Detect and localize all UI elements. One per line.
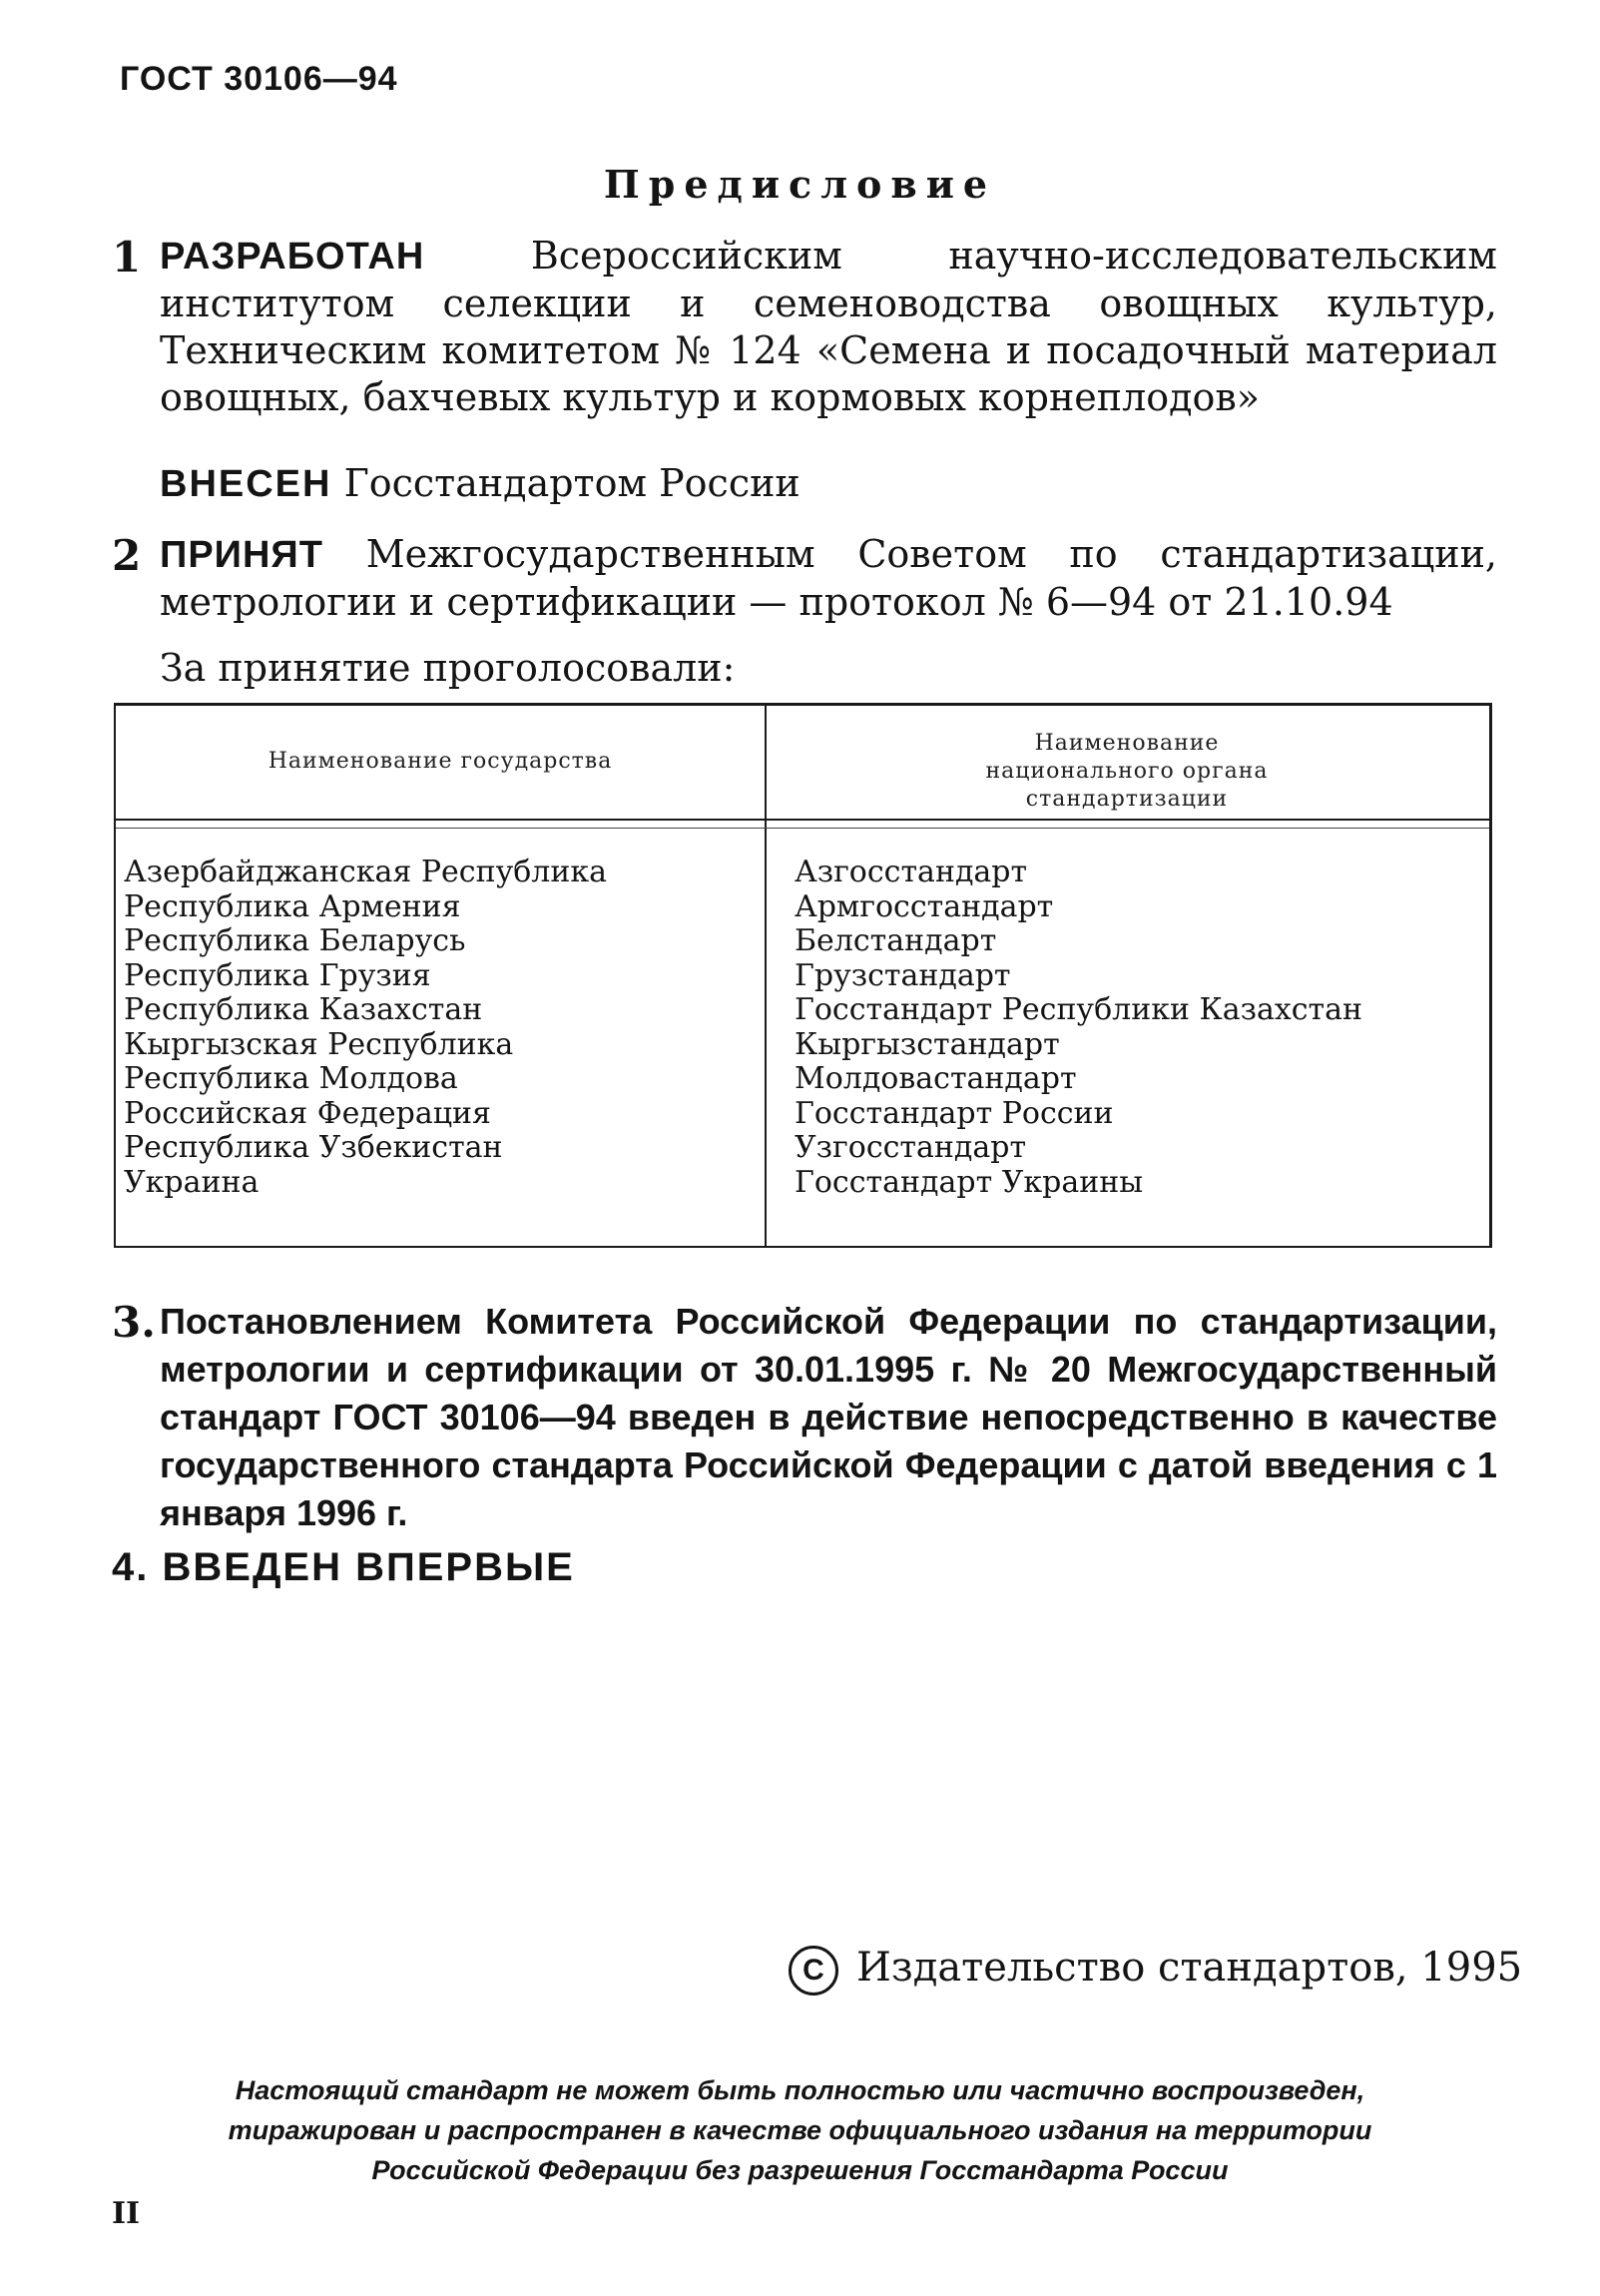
table-cell-state: Республика Молдова [124,1061,458,1096]
item-2-text: Межгосударственным Советом по стандартизации, метрологии и сертификации — протокол № 6—94 от 21.10.94 [160,532,1497,624]
table-cell-state: Кыргызская Республика [124,1026,514,1062]
table-cell-state: Российская Федерация [124,1095,491,1131]
voting-table [114,703,1492,1248]
notice-line: тиражирован и распространен в качестве официального издания на территории [228,2115,1372,2145]
item-2-lead: ПРИНЯТ [160,534,323,576]
table-cell-body: Кыргызстандарт [795,1026,1060,1062]
column-bodies [795,856,1362,1200]
introduced-lead: ВНЕСЕН [160,463,332,505]
table-cell-state: Украина [124,1164,260,1200]
introduced-line [160,461,800,506]
copyright-text: Издательство стандартов, 1995 [856,1945,1523,1991]
table-cell-body: Молдовастандарт [795,1061,1077,1096]
table-cell-state: Республика Беларусь [124,923,466,958]
item-3-text: Постановлением Комитета Российской Федерации по стандартизации, метрологии и сертификации от 30.01.1995 г. № 20 Межгосударственный стандарт ГОСТ 30106—94 введен в действие непосредственно в качестве государственного стандарта Российской Федерации с датой введения с 1 января 1996 г. [160,1301,1497,1533]
table-cell-state: Республика Узбекистан [124,1130,503,1165]
reproduction-notice [100,2070,1500,2190]
column-states [124,856,607,1200]
table-cell-body: Грузстандарт [795,957,1011,993]
notice-line: Настоящий стандарт не может быть полностью или частично воспроизведен, [235,2075,1365,2105]
table-header-body: Наименование национального органа стандартизации [985,731,1269,812]
table-cell-state: Республика Грузия [124,957,431,993]
table-cell-body: Армгосстандарт [795,888,1054,924]
introduced-text: Госстандартом России [343,461,800,505]
item-2-number: 2 [112,531,142,580]
item-1-paragraph [160,233,1497,421]
table-cell-body: Госстандарт Украины [795,1164,1144,1200]
table-header-rule-thin [116,828,1489,829]
table-cell-body: Азгосстандарт [795,855,1028,889]
page-number: II [112,2196,141,2231]
table-header-rule [116,819,1489,821]
item-3-paragraph [160,1298,1497,1537]
item-1-lead: РАЗРАБОТАН [160,236,425,278]
page-title: Предисловие [603,162,997,207]
table-cell-body: Узгосстандарт [795,1130,1027,1165]
item-4 [112,1545,575,1590]
item-2-paragraph [160,531,1497,626]
copyright-line [789,1945,1522,1996]
table-cell-state: Республика Армения [124,888,461,924]
table-header-state: Наименование государства [267,749,613,774]
table-cell-body: Белстандарт [795,923,997,958]
item-4-number: 4. [112,1545,150,1589]
notice-line: Российской Федерации без разрешения Госстандарта России [371,2155,1229,2185]
item-4-text: ВВЕДЕН ВПЕРВЫЕ [162,1545,575,1589]
copyright-icon: C [789,1946,838,1996]
table-cell-body: Госстандарт Республики Казахстан [795,992,1363,1027]
table-cell-state: Азербайджанская Республика [124,855,607,889]
item-3-number: 3. [112,1298,156,1347]
item-1-text: Всероссийским научно-исследовательским институтом селекции и семеноводства овощных культур, Техническим комитетом № 124 «Семена и посадочный материал овощных, бахчевых культур и кормовых корнеплодов» [160,234,1497,419]
doc-code-header: ГОСТ 30106—94 [120,60,398,98]
vote-label: За принятие проголосовали: [160,646,736,690]
table-cell-body: Госстандарт России [795,1095,1114,1131]
table-cell-state: Республика Казахстан [124,992,483,1027]
item-1-number: 1 [112,233,142,282]
